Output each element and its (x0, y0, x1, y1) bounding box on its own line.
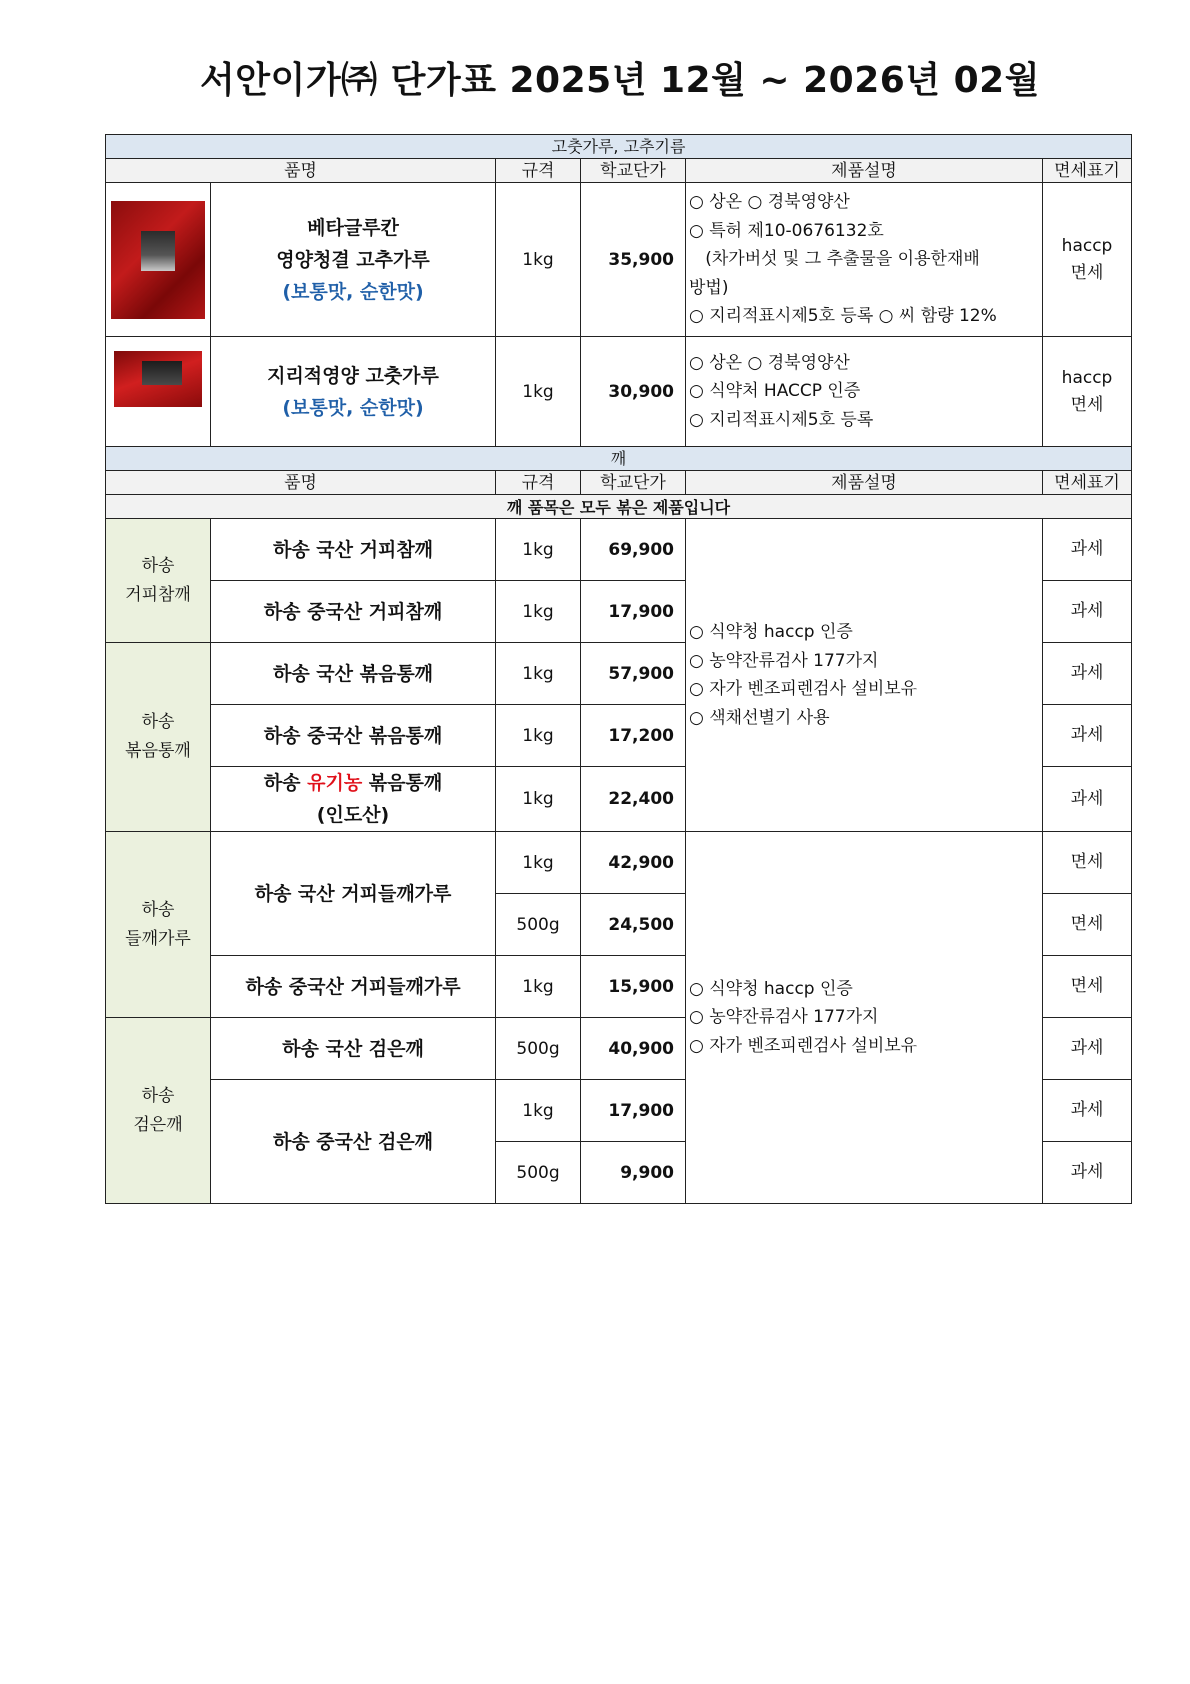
product-description (686, 519, 1043, 832)
product-photo (114, 351, 202, 407)
product-price: 30,900 (581, 337, 686, 447)
product-price: 17,900 (581, 581, 686, 643)
desc-line: ○ 농약잔류검사 177가지 (689, 1007, 879, 1028)
desc-line: ○ 특허 제10-0676132호 (689, 220, 884, 241)
product-spec: 500g (496, 1142, 581, 1204)
product-name: 하송 중국산 거피들깨가루 (211, 956, 496, 1018)
product-tax: 과세 (1043, 767, 1132, 832)
product-price: 24,500 (581, 894, 686, 956)
product-origin: (인도산) (316, 804, 390, 826)
section-note-row (106, 495, 1132, 519)
product-name: 하송 국산 검은깨 (211, 1018, 496, 1080)
product-spec: 1kg (496, 705, 581, 767)
category-line: 하송 (141, 712, 175, 732)
section-header-row (106, 135, 1132, 159)
product-name-line: 영양청결 고추가루 (276, 248, 430, 271)
category-line: 볶음통깨 (125, 741, 191, 761)
product-tax: 과세 (1043, 1080, 1132, 1142)
category-line: 하송 (141, 899, 175, 920)
product-spec: 1kg (496, 337, 581, 447)
product-price: 17,900 (581, 1080, 686, 1142)
desc-line: ○ 식약청 haccp 인증 (689, 622, 853, 642)
desc-line: (차가버섯 및 그 추출물을 이용한재배 (689, 249, 980, 270)
table-row (106, 832, 1132, 894)
header-tax: 면세표기 (1043, 471, 1132, 495)
product-description (686, 183, 1043, 337)
product-tax (1043, 183, 1132, 337)
product-spec: 500g (496, 1018, 581, 1080)
product-spec: 1kg (496, 832, 581, 894)
tax-line: 면세 (1070, 262, 1104, 283)
page-title: 서안이가㈜ 단가표 2025년 12월 ~ 2026년 02월 (200, 60, 1040, 101)
product-tax: 면세 (1043, 956, 1132, 1018)
product-image-cell (106, 183, 211, 337)
header-price: 학교단가 (581, 159, 686, 183)
product-price: 57,900 (581, 643, 686, 705)
category-cell (106, 519, 211, 643)
category-line: 들깨가루 (125, 928, 191, 949)
name-part: 볶음통깨 (362, 772, 443, 794)
product-spec: 1kg (496, 643, 581, 705)
product-price: 42,900 (581, 832, 686, 894)
header-desc: 제품설명 (686, 159, 1043, 183)
category-line: 하송 (141, 1085, 175, 1106)
header-name: 품명 (106, 471, 496, 495)
product-spec: 1kg (496, 767, 581, 832)
product-description (686, 337, 1043, 447)
product-tax: 과세 (1043, 1018, 1132, 1080)
column-header-row (106, 159, 1132, 183)
product-price: 35,900 (581, 183, 686, 337)
desc-line: ○ 상온 ○ 경북영양산 (689, 352, 850, 373)
table-row (106, 519, 1132, 581)
desc-line: ○ 자가 벤조피렌검사 설비보유 (689, 1035, 918, 1056)
product-spec: 1kg (496, 519, 581, 581)
column-header-row (106, 471, 1132, 495)
header-name: 품명 (106, 159, 496, 183)
product-name: 하송 중국산 볶음통깨 (211, 705, 496, 767)
product-name: 하송 중국산 검은깨 (211, 1080, 496, 1204)
product-tax: 면세 (1043, 894, 1132, 956)
header-tax: 면세표기 (1043, 159, 1132, 183)
product-name: 하송 중국산 거피참깨 (211, 581, 496, 643)
product-name (211, 767, 496, 832)
product-spec: 1kg (496, 183, 581, 337)
section-title: 깨 (106, 447, 1132, 471)
desc-line: ○ 농약잔류검사 177가지 (689, 650, 879, 671)
desc-line: ○ 자가 벤조피렌검사 설비보유 (689, 679, 918, 699)
product-name-line: 베타글루칸 (307, 216, 399, 239)
category-line: 거피참깨 (125, 584, 191, 605)
product-price: 9,900 (581, 1142, 686, 1204)
product-tax: 과세 (1043, 519, 1132, 581)
product-image-cell (106, 337, 211, 447)
tax-line: haccp (1061, 367, 1113, 388)
product-name: 하송 국산 거피참깨 (211, 519, 496, 581)
tax-line: 면세 (1070, 394, 1104, 415)
header-price: 학교단가 (581, 471, 686, 495)
tax-line: haccp (1061, 235, 1113, 256)
product-name (211, 337, 496, 447)
section-title: 고춧가루, 고추기름 (106, 135, 1132, 159)
desc-line: 방법) (689, 277, 729, 298)
organic-label: 유기농 (307, 772, 363, 794)
product-name-line: 지리적영양 고춧가루 (267, 364, 439, 387)
product-tax: 과세 (1043, 581, 1132, 643)
product-price: 69,900 (581, 519, 686, 581)
section-note: 깨 품목은 모두 볶은 제품입니다 (106, 495, 1132, 519)
desc-line: ○ 지리적표시제5호 등록 (689, 409, 874, 430)
product-name: 하송 국산 거피들깨가루 (211, 832, 496, 956)
product-price: 15,900 (581, 956, 686, 1018)
product-description (686, 832, 1043, 1204)
product-flavor: (보통맛, 순한맛) (282, 280, 424, 303)
table-row (106, 183, 1132, 337)
desc-line: ○ 식약처 HACCP 인증 (689, 381, 861, 402)
product-name: 하송 국산 볶음통깨 (211, 643, 496, 705)
product-flavor: (보통맛, 순한맛) (282, 396, 424, 419)
product-tax: 과세 (1043, 643, 1132, 705)
product-tax: 과세 (1043, 705, 1132, 767)
category-line: 검은깨 (133, 1114, 183, 1135)
product-name-line (215, 767, 491, 799)
product-tax (1043, 337, 1132, 447)
product-spec: 500g (496, 894, 581, 956)
product-price: 22,400 (581, 767, 686, 832)
product-name (211, 183, 496, 337)
product-spec: 1kg (496, 1080, 581, 1142)
desc-line: ○ 상온 ○ 경북영양산 (689, 192, 850, 213)
category-cell (106, 1018, 211, 1204)
product-price: 40,900 (581, 1018, 686, 1080)
category-line: 하송 (141, 555, 175, 576)
desc-line: ○ 지리적표시제5호 등록 ○ 씨 함량 12% (689, 306, 997, 327)
category-cell (106, 832, 211, 1018)
product-spec: 1kg (496, 581, 581, 643)
header-spec: 규격 (496, 471, 581, 495)
desc-line: ○ 색채선별기 사용 (689, 707, 830, 728)
price-table (105, 134, 1132, 1204)
category-cell (106, 643, 211, 832)
product-spec: 1kg (496, 956, 581, 1018)
product-tax: 과세 (1043, 1142, 1132, 1204)
product-tax: 면세 (1043, 832, 1132, 894)
header-desc: 제품설명 (686, 471, 1043, 495)
table-row (106, 337, 1132, 447)
product-price: 17,200 (581, 705, 686, 767)
header-spec: 규격 (496, 159, 581, 183)
section-header-row (106, 447, 1132, 471)
name-part: 하송 (263, 772, 308, 794)
product-photo (111, 201, 205, 319)
desc-line: ○ 식약청 haccp 인증 (689, 978, 853, 999)
